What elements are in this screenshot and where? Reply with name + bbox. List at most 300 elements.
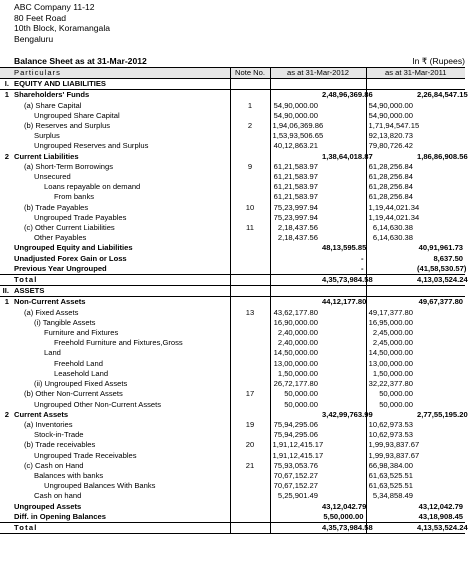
row-number bbox=[0, 203, 12, 213]
row-label: Ungrouped Equity and Liabilities bbox=[14, 243, 133, 253]
previous-subtotal: 1,99,93,837.67 bbox=[366, 451, 415, 461]
current-total: 4,35,73,984.58 bbox=[322, 522, 373, 532]
row-note-no bbox=[230, 318, 270, 328]
previous-total bbox=[415, 233, 465, 243]
table-row bbox=[0, 502, 465, 512]
previous-subtotal: 32,22,377.80 bbox=[366, 379, 415, 389]
row-note-no: 20 bbox=[230, 440, 270, 450]
previous-subtotal: 66,98,384.00 bbox=[366, 461, 415, 471]
row-number bbox=[0, 213, 12, 223]
row-note-no: 21 bbox=[230, 461, 270, 471]
row-number: 2 bbox=[4, 151, 9, 161]
row-number bbox=[0, 379, 12, 389]
previous-total bbox=[415, 400, 465, 410]
previous-total bbox=[415, 121, 465, 131]
table-row bbox=[0, 297, 465, 308]
row-number bbox=[0, 461, 12, 471]
previous-subtotal: 92,13,820.73 bbox=[366, 131, 415, 141]
previous-total bbox=[415, 461, 465, 471]
total-row bbox=[0, 275, 465, 286]
row-number bbox=[0, 502, 12, 512]
row-number bbox=[0, 512, 12, 523]
row-number bbox=[0, 243, 12, 253]
previous-total bbox=[415, 213, 465, 223]
row-note-no bbox=[230, 328, 270, 338]
table-row bbox=[0, 203, 465, 213]
previous-total bbox=[415, 101, 465, 111]
row-note-no bbox=[230, 491, 270, 501]
current-subtotal: 75,93,053.76 bbox=[270, 461, 320, 471]
table-row bbox=[0, 491, 465, 501]
current-subtotal: 50,000.00 bbox=[270, 400, 320, 410]
previous-subtotal: 6,14,630.38 bbox=[366, 223, 415, 233]
row-note-no bbox=[230, 481, 270, 491]
previous-total bbox=[415, 359, 465, 369]
table-row bbox=[0, 410, 465, 420]
row-label: Surplus bbox=[34, 131, 60, 141]
current-total bbox=[320, 121, 366, 131]
row-number bbox=[0, 389, 12, 399]
previous-total bbox=[415, 131, 465, 141]
current-subtotal bbox=[270, 152, 320, 162]
row-number bbox=[0, 254, 12, 264]
row-label: Cash on hand bbox=[34, 491, 82, 501]
previous-total bbox=[415, 420, 465, 430]
previous-total bbox=[415, 141, 465, 151]
table-row bbox=[0, 430, 465, 440]
current-subtotal: 61,21,583.97 bbox=[270, 182, 320, 192]
row-note-no: 17 bbox=[230, 389, 270, 399]
header-note-no: Note No. bbox=[230, 68, 270, 79]
previous-total bbox=[415, 172, 465, 182]
section-row bbox=[0, 79, 465, 90]
previous-total bbox=[415, 79, 465, 90]
previous-subtotal: 61,28,256.84 bbox=[366, 162, 415, 172]
row-note-no bbox=[230, 359, 270, 369]
current-total bbox=[320, 233, 366, 243]
row-note-no: 1 bbox=[230, 101, 270, 111]
table-row bbox=[0, 111, 465, 121]
previous-subtotal bbox=[366, 90, 415, 101]
previous-total: 1,86,86,908.56 bbox=[417, 151, 468, 161]
row-label: Current Liabilities bbox=[14, 151, 79, 161]
row-number bbox=[0, 471, 12, 481]
address-line-1: 80 Feet Road bbox=[14, 12, 67, 23]
current-total bbox=[320, 359, 366, 369]
total-row bbox=[0, 522, 465, 533]
row-note-no bbox=[230, 410, 270, 420]
previous-subtotal: 6,14,630.38 bbox=[366, 233, 415, 243]
row-number bbox=[0, 233, 12, 243]
previous-subtotal bbox=[366, 275, 415, 286]
row-note-no bbox=[230, 286, 270, 297]
previous-total bbox=[415, 451, 465, 461]
table-row bbox=[0, 369, 465, 379]
row-label: Unsecured bbox=[34, 172, 71, 182]
previous-subtotal bbox=[366, 79, 415, 90]
row-label: (a) Share Capital bbox=[24, 100, 82, 110]
previous-total bbox=[415, 379, 465, 389]
table-row bbox=[0, 318, 465, 328]
currency-unit: In ₹ (Rupees) bbox=[412, 56, 465, 66]
row-note-no bbox=[230, 430, 270, 440]
table-row bbox=[0, 338, 465, 348]
row-label: Ungrouped Balances With Banks bbox=[44, 481, 156, 491]
row-note-no bbox=[230, 182, 270, 192]
row-label: (i) Tangible Assets bbox=[34, 317, 96, 327]
address-line-2: 10th Block, Koramangala bbox=[14, 23, 111, 34]
row-number: II. bbox=[0, 286, 12, 297]
current-subtotal bbox=[270, 410, 320, 420]
row-number bbox=[0, 264, 12, 275]
row-number bbox=[0, 430, 12, 440]
row-note-no bbox=[230, 275, 270, 286]
current-subtotal bbox=[270, 522, 320, 533]
previous-total bbox=[415, 389, 465, 399]
current-total bbox=[320, 481, 366, 491]
row-note-no bbox=[230, 502, 270, 512]
previous-subtotal: 54,90,000.00 bbox=[366, 111, 415, 121]
current-total: 44,12,177.80 bbox=[322, 297, 367, 307]
current-total bbox=[320, 348, 366, 358]
row-label: Previous Year Ungrouped bbox=[14, 263, 107, 273]
row-note-no: 11 bbox=[230, 223, 270, 233]
current-subtotal: 1,91,12,415.17 bbox=[270, 451, 320, 461]
previous-total: 43,12,042.79 bbox=[418, 501, 464, 511]
previous-subtotal: 5,34,858.49 bbox=[366, 491, 415, 501]
previous-total bbox=[415, 308, 465, 318]
current-subtotal: 61,21,583.97 bbox=[270, 162, 320, 172]
current-subtotal: 70,67,152.27 bbox=[270, 481, 320, 491]
row-number bbox=[0, 131, 12, 141]
row-note-no bbox=[230, 264, 270, 275]
previous-total bbox=[415, 223, 465, 233]
current-total: 4,35,73,984.58 bbox=[322, 275, 373, 285]
row-note-no bbox=[230, 213, 270, 223]
current-total bbox=[320, 440, 366, 450]
current-subtotal: 2,40,000.00 bbox=[270, 338, 320, 348]
current-total bbox=[320, 79, 366, 90]
previous-subtotal: 1,71,94,547.15 bbox=[366, 121, 415, 131]
current-subtotal: 1,91,12,415.17 bbox=[270, 440, 320, 450]
table-row bbox=[0, 243, 465, 253]
row-number bbox=[0, 420, 12, 430]
current-subtotal: 2,40,000.00 bbox=[270, 328, 320, 338]
row-number bbox=[0, 481, 12, 491]
row-label: (ii) Ungrouped Fixed Assets bbox=[34, 379, 128, 389]
row-label: (a) Fixed Assets bbox=[24, 307, 79, 317]
row-number bbox=[0, 491, 12, 501]
previous-total bbox=[415, 348, 465, 358]
previous-total: 49,67,377.80 bbox=[418, 297, 464, 307]
row-note-no bbox=[230, 297, 270, 308]
current-total bbox=[320, 308, 366, 318]
table-row bbox=[0, 512, 465, 523]
row-note-no bbox=[230, 152, 270, 162]
current-total bbox=[320, 111, 366, 121]
current-subtotal: 26,72,177.80 bbox=[270, 379, 320, 389]
row-number bbox=[0, 192, 12, 202]
current-subtotal: 1,50,000.00 bbox=[270, 369, 320, 379]
header-previous-year: as at 31-Mar-2011 bbox=[366, 68, 465, 79]
previous-subtotal: 49,17,377.80 bbox=[366, 308, 415, 318]
row-label: Shareholders' Funds bbox=[14, 90, 90, 100]
row-note-no bbox=[230, 141, 270, 151]
row-note-no bbox=[230, 79, 270, 90]
previous-subtotal bbox=[366, 152, 415, 162]
header-particulars: Particulars bbox=[0, 68, 230, 79]
previous-subtotal: 1,50,000.00 bbox=[366, 369, 415, 379]
row-label: From banks bbox=[54, 192, 95, 202]
current-subtotal: 54,90,000.00 bbox=[270, 101, 320, 111]
current-total bbox=[320, 223, 366, 233]
row-number: I. bbox=[0, 79, 12, 90]
row-note-no bbox=[230, 512, 270, 523]
row-number bbox=[0, 172, 12, 182]
row-note-no bbox=[230, 233, 270, 243]
previous-total: 4,13,53,524.24 bbox=[417, 522, 468, 532]
row-number bbox=[0, 111, 12, 121]
row-note-no: 10 bbox=[230, 203, 270, 213]
table-row bbox=[0, 192, 465, 202]
previous-subtotal: 79,80,726.42 bbox=[366, 141, 415, 151]
previous-total bbox=[415, 338, 465, 348]
row-label: Ungrouped Trade Payables bbox=[34, 212, 127, 222]
current-subtotal bbox=[270, 286, 320, 297]
row-number: 1 bbox=[4, 297, 9, 307]
row-label: (c) Cash on Hand bbox=[24, 460, 84, 470]
balance-sheet-table bbox=[0, 68, 468, 534]
previous-subtotal bbox=[366, 502, 415, 512]
row-number bbox=[0, 308, 12, 318]
current-total bbox=[320, 203, 366, 213]
current-total bbox=[320, 141, 366, 151]
previous-subtotal: 50,000.00 bbox=[366, 389, 415, 399]
table-row bbox=[0, 400, 465, 410]
company-name: ABC Company 11-12 bbox=[14, 2, 95, 12]
row-label: Balances with banks bbox=[34, 470, 104, 480]
previous-total bbox=[415, 328, 465, 338]
row-number: 1 bbox=[4, 90, 9, 100]
report-title: Balance Sheet as at 31-Mar-2012 bbox=[14, 56, 147, 66]
row-note-no bbox=[230, 172, 270, 182]
row-label: Ungrouped Assets bbox=[14, 501, 82, 511]
previous-subtotal: 1,99,93,837.67 bbox=[366, 440, 415, 450]
table-row bbox=[0, 233, 465, 243]
row-label: Total bbox=[12, 275, 230, 286]
previous-total bbox=[415, 481, 465, 491]
previous-subtotal bbox=[366, 522, 415, 533]
previous-subtotal: 1,19,44,021.34 bbox=[366, 213, 415, 223]
previous-subtotal: 50,000.00 bbox=[366, 400, 415, 410]
current-total bbox=[320, 213, 366, 223]
current-subtotal bbox=[270, 254, 320, 264]
table-row bbox=[0, 420, 465, 430]
row-note-no bbox=[230, 254, 270, 264]
current-total bbox=[320, 471, 366, 481]
current-total bbox=[320, 182, 366, 192]
current-total bbox=[320, 379, 366, 389]
table-row bbox=[0, 162, 465, 172]
balance-sheet-table-wrap bbox=[0, 67, 468, 534]
current-total bbox=[320, 369, 366, 379]
row-label: Furniture and Fixtures bbox=[44, 328, 119, 338]
previous-total: (41,58,530.57) bbox=[417, 263, 467, 273]
table-row bbox=[0, 223, 465, 233]
previous-total: 2,77,55,195.20 bbox=[417, 409, 468, 419]
table-row bbox=[0, 359, 465, 369]
current-subtotal: 5,25,901.49 bbox=[270, 491, 320, 501]
row-note-no: 2 bbox=[230, 121, 270, 131]
row-label: Other Payables bbox=[34, 233, 87, 243]
row-label: Stock-in-Trade bbox=[34, 430, 84, 440]
table-header-row bbox=[0, 68, 465, 79]
table-row bbox=[0, 182, 465, 192]
current-total: 2,48,96,369.86 bbox=[322, 90, 373, 100]
table-row bbox=[0, 141, 465, 151]
row-label: Freehold Land bbox=[54, 358, 103, 368]
row-label: (a) Inventories bbox=[24, 419, 73, 429]
row-label: Freehold Furniture and Fixtures,Gross bbox=[54, 338, 183, 348]
section-row bbox=[0, 286, 465, 297]
previous-total bbox=[415, 430, 465, 440]
table-row bbox=[0, 121, 465, 131]
table-row bbox=[0, 131, 465, 141]
current-subtotal: 50,000.00 bbox=[270, 389, 320, 399]
report-title-row bbox=[14, 56, 465, 67]
current-subtotal: 1,94,06,369.86 bbox=[270, 121, 320, 131]
row-label: (b) Reserves and Surplus bbox=[24, 121, 111, 131]
current-subtotal: 13,00,000.00 bbox=[270, 359, 320, 369]
row-label: Ungrouped Trade Receivables bbox=[34, 450, 137, 460]
table-row bbox=[0, 90, 465, 101]
row-note-no: 9 bbox=[230, 162, 270, 172]
table-row bbox=[0, 481, 465, 491]
row-note-no bbox=[230, 243, 270, 253]
table-row bbox=[0, 101, 465, 111]
previous-subtotal bbox=[366, 286, 415, 297]
table-row bbox=[0, 328, 465, 338]
current-subtotal: 2,18,437.56 bbox=[270, 233, 320, 243]
table-row bbox=[0, 254, 465, 264]
row-note-no bbox=[230, 90, 270, 101]
row-note-no bbox=[230, 369, 270, 379]
table-row bbox=[0, 451, 465, 461]
row-label: (c) Other Current Liabilities bbox=[24, 223, 115, 233]
previous-subtotal: 61,28,256.84 bbox=[366, 192, 415, 202]
current-total bbox=[320, 420, 366, 430]
row-label: Ungrouped Reserves and Surplus bbox=[34, 141, 149, 151]
current-subtotal: 1,53,93,506.65 bbox=[270, 131, 320, 141]
previous-subtotal: 13,00,000.00 bbox=[366, 359, 415, 369]
row-note-no: 19 bbox=[230, 420, 270, 430]
current-subtotal: 14,50,000.00 bbox=[270, 348, 320, 358]
previous-total bbox=[415, 111, 465, 121]
row-number bbox=[0, 318, 12, 328]
current-total bbox=[320, 162, 366, 172]
previous-total bbox=[415, 203, 465, 213]
current-total bbox=[320, 400, 366, 410]
row-number bbox=[0, 182, 12, 192]
row-note-no bbox=[230, 111, 270, 121]
table-row bbox=[0, 348, 465, 358]
current-total bbox=[320, 172, 366, 182]
table-row bbox=[0, 379, 465, 389]
current-total bbox=[320, 286, 366, 297]
current-subtotal: 40,12,863.21 bbox=[270, 141, 320, 151]
row-note-no bbox=[230, 400, 270, 410]
previous-subtotal: 10,62,973.53 bbox=[366, 420, 415, 430]
row-label: (b) Other Non-Current Assets bbox=[24, 389, 123, 399]
row-note-no bbox=[230, 338, 270, 348]
current-subtotal bbox=[270, 297, 320, 308]
previous-subtotal bbox=[366, 254, 415, 264]
previous-subtotal: 61,28,256.84 bbox=[366, 182, 415, 192]
address-line-3: Bengaluru bbox=[14, 33, 54, 44]
table-row bbox=[0, 471, 465, 481]
current-subtotal: 75,23,997.94 bbox=[270, 203, 320, 213]
previous-subtotal bbox=[366, 512, 415, 523]
current-total bbox=[320, 491, 366, 501]
previous-subtotal bbox=[366, 264, 415, 275]
previous-total bbox=[415, 318, 465, 328]
header-current-year: as at 31-Mar-2012 bbox=[270, 68, 366, 79]
row-label: Non-Current Assets bbox=[14, 297, 86, 307]
previous-total: 2,26,84,547.15 bbox=[417, 90, 468, 100]
current-total bbox=[320, 328, 366, 338]
row-note-no bbox=[230, 451, 270, 461]
previous-total bbox=[415, 182, 465, 192]
row-label: Land bbox=[44, 348, 61, 358]
current-subtotal: 70,67,152.27 bbox=[270, 471, 320, 481]
current-subtotal bbox=[270, 79, 320, 90]
current-subtotal: 43,62,177.80 bbox=[270, 308, 320, 318]
row-number bbox=[0, 101, 12, 111]
row-label: Current Assets bbox=[14, 409, 69, 419]
current-subtotal: 61,21,583.97 bbox=[270, 192, 320, 202]
row-label: ASSETS bbox=[12, 286, 230, 297]
previous-subtotal: 2,45,000.00 bbox=[366, 328, 415, 338]
row-note-no bbox=[230, 348, 270, 358]
previous-total: 40,91,961.73 bbox=[418, 243, 464, 253]
row-number bbox=[0, 348, 12, 358]
current-subtotal bbox=[270, 264, 320, 275]
previous-subtotal: 14,50,000.00 bbox=[366, 348, 415, 358]
previous-total bbox=[415, 162, 465, 172]
current-subtotal: 2,18,437.56 bbox=[270, 223, 320, 233]
previous-subtotal: 54,90,000.00 bbox=[366, 101, 415, 111]
previous-subtotal bbox=[366, 297, 415, 308]
company-header bbox=[0, 0, 474, 44]
table-row bbox=[0, 440, 465, 450]
row-number bbox=[0, 328, 12, 338]
row-label: Ungrouped Other Non-Current Assets bbox=[34, 399, 162, 409]
table-row bbox=[0, 308, 465, 318]
current-subtotal bbox=[270, 243, 320, 253]
row-note-no bbox=[230, 471, 270, 481]
current-total bbox=[320, 101, 366, 111]
row-number bbox=[0, 162, 12, 172]
row-label: Leasehold Land bbox=[54, 368, 109, 378]
current-total: - bbox=[360, 253, 364, 263]
previous-total bbox=[415, 491, 465, 501]
current-total: 48,13,595.85 bbox=[322, 243, 367, 253]
row-number: 2 bbox=[4, 409, 9, 419]
previous-subtotal: 16,95,000.00 bbox=[366, 318, 415, 328]
row-label: Ungrouped Share Capital bbox=[34, 110, 120, 120]
previous-total: 43,18,908.45 bbox=[418, 511, 464, 521]
current-subtotal bbox=[270, 502, 320, 512]
